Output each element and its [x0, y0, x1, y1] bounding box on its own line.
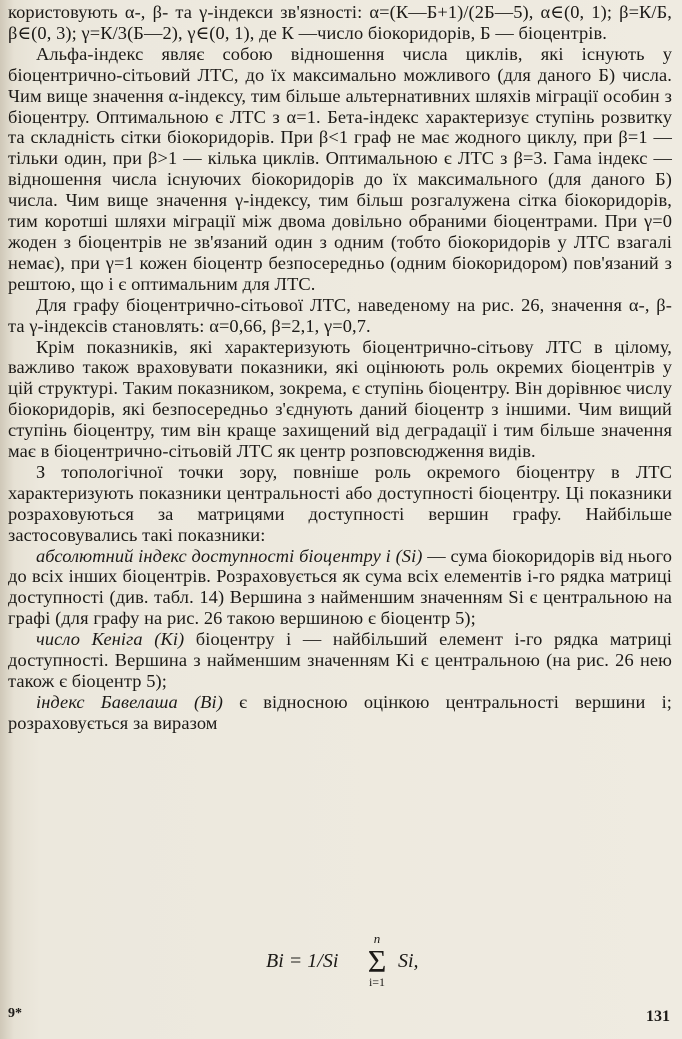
formula-rhs: Si,: [398, 950, 419, 972]
summation: [362, 932, 392, 988]
paragraph: [8, 629, 672, 692]
paragraph: [8, 337, 672, 462]
paragraph-text: є відносною оцінкою центральності вершини i; розраховується за виразом: [8, 691, 672, 733]
formula-lhs: Bi = 1/Si: [266, 950, 339, 972]
paragraph-text: Альфа-індекс являє собою відношення числа циклів, які існують у біоцентрично-сітьовий ЛТС, до їх максимально можливого (для даного Б) числа. Чим вище значення α-індексу, тим більше альтернативних шляхів міграції особин з біоцентру. Оптимальною є ЛТС з α=1. Бета-індекс характеризує ступінь розвитку та складність сітки біокоридорів. При β<1 граф не має жодного циклу, при β=1 — тільки один, при β>1 — кілька циклів. Оптимальною є ЛТС з β=3. Гама індекс — відношення числа існуючих біокоридорів до їх максимального (для даного Б) числа. Чим вище значення γ-індексу, тим більш розгалужена сітка біокоридорів, тим коротші шляхи міграції між двома довільно обраними біоцентрами. При γ=0 жоден з біоцентрів не зв'язаний один з одним (тобто біокоридорів у ЛТС взагалі немає), при γ=1 кожен біоцентр безпосередньо (одним біокоридором) пов'язаний з рештою, що і є оптимальним для ЛТС.: [8, 43, 672, 294]
paragraph: [8, 462, 672, 546]
body-text: [8, 2, 672, 734]
paragraph: [8, 295, 672, 337]
term: число Кеніга (Ki): [36, 629, 185, 650]
sigma-symbol: Σ: [367, 943, 387, 979]
paragraph-text: біоцентру i — найбільший елемент i-го рядка матриці доступності. Вершина з найменшим значенням Ki є центральною (на рис. 26 нею також є біоцентр 5);: [8, 629, 672, 691]
paragraph-text: З топологічної точки зору, повніше роль окремого біоцентру в ЛТС характеризують показники центральності або доступності біоцентру. Ці показники розраховуються за матрицями доступності вершин графу. Найбільше застосовувались такі показники:: [8, 461, 672, 545]
paragraph-text: користовують α-, β- та γ-індекси зв'язності: α=(К—Б+1)/(2Б—5), α∈(0, 1); β=К/Б, β∈(0, 3); γ=К/3(Б—2), γ∈(0, 1), де К —число біокоридорів, Б — біоцентрів.: [8, 2, 672, 43]
paragraph-text: Крім показників, які характеризують біоцентрично-сітьову ЛТС в цілому, важливо також враховувати показники, які оцінюють роль окремих біоцентрів у цій структурі. Таким показником, зокрема, є ступінь біоцентру. Він дорівнює числу біокоридорів, які безпосередньо з'єднують даний біоцентр з іншими. Чим вищий ступінь біоцентру, тим він краще захищений від деградації і тим більше значення має в біоцентрично-сітьовій ЛТС як центр розповсюдження видів.: [8, 336, 672, 462]
paragraph-text: — сума біокоридорів від нього до всіх інших біоцентрів. Розраховується як сума всіх елементів i-го рядка матриці доступності (див. табл. 14) Вершина з найменшим значенням Si є центральною на графі (для графу на рис. 26 такою вершиною є біоцентр 5);: [8, 545, 672, 629]
sum-lower-limit: i=1: [368, 975, 386, 989]
paragraph-text: Для графу біоцентрично-сітьової ЛТС, наведеному на рис. 26, значення α-, β- та γ-індексів становлять: α=0,66, β=2,1, γ=0,7.: [8, 294, 672, 336]
term: абсолютний індекс доступності біоцентру i (Si): [36, 545, 423, 566]
page-number: 131: [646, 1008, 670, 1025]
bavelas-formula: [260, 928, 460, 998]
paragraph: [8, 692, 672, 734]
signature-mark: 9*: [8, 1006, 22, 1021]
paragraph: [8, 2, 672, 44]
paragraph: [8, 546, 672, 630]
term: індекс Бавелаша (Bi): [36, 691, 223, 712]
sum-upper-limit: n: [373, 931, 381, 946]
paragraph: [8, 44, 672, 295]
